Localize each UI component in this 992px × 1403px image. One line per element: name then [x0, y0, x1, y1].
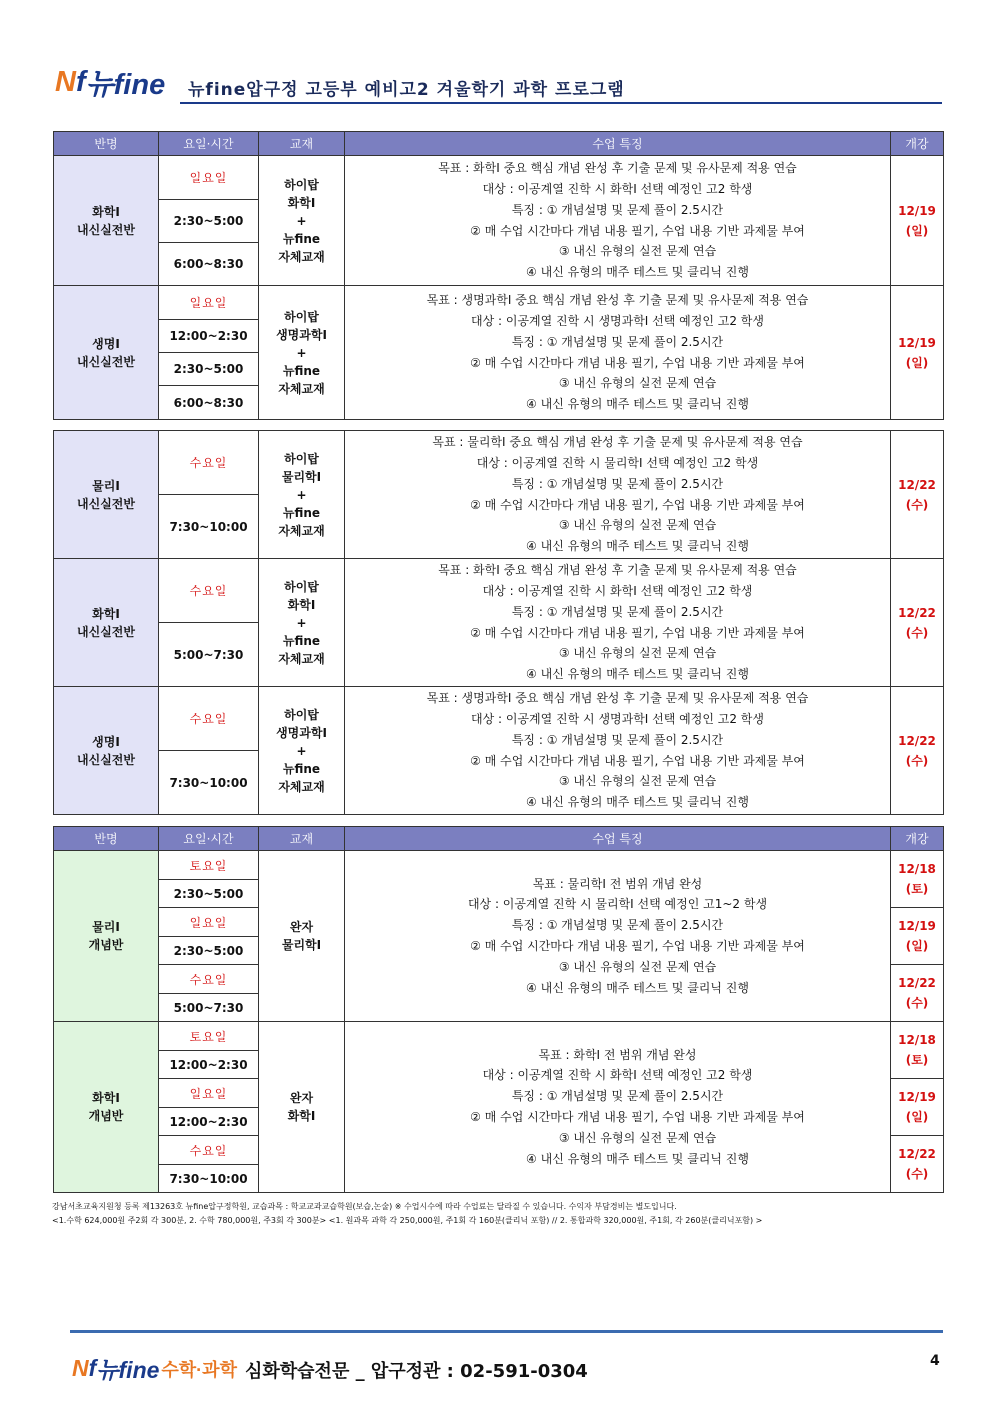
class-features: 목표 : 화학Ⅰ 중요 핵심 개념 완성 후 기출 문제 및 유사문제 적용 연습 대상 : 이공계열 진학 시 화학Ⅰ 선택 예정인 고2 학생 특징 : ① 개념설명 및 문제 풀이 2.5시간 ② 매 수업 시간마다 개념 내용 필기, 수업 내용 기반 과제물 부여 ③ 내신 유형의 실전 문제 연습 ④ 내신 유형의 매주 테스트 및 클리닉 진행: [345, 559, 891, 687]
logo-text: 뉴fine: [96, 1357, 160, 1383]
schedule-table-2: [53, 430, 944, 815]
schedule-table-1: [53, 131, 944, 420]
class-day: 수요일: [159, 431, 259, 495]
class-name: 물리Ⅰ 내신실전반: [54, 431, 159, 559]
textbook: 하이탑 화학Ⅰ + 뉴fine 자체교재: [259, 559, 345, 687]
logo-mark: Nf: [72, 1355, 97, 1381]
class-time: 2:30~5:00: [159, 880, 259, 908]
table-row: [54, 286, 944, 320]
class-day: 토요일: [159, 851, 259, 880]
table-row: [54, 559, 944, 623]
open-date: 12/19 (일): [891, 1079, 944, 1136]
open-date: 12/19 (일): [891, 908, 944, 965]
brand-logo: [55, 62, 165, 103]
col-time: 요일·시간: [159, 827, 259, 851]
col-features: 수업 특징: [345, 827, 891, 851]
class-features: 목표 : 화학Ⅰ 전 범위 개념 완성 대상 : 이공계열 진학 시 화학Ⅰ 선택 예정인 고2 학생 특징 : ① 개념설명 및 문제 풀이 2.5시간 ② 매 수업 시간마다 개념 내용 필기, 수업 내용 기반 과제물 부여 ③ 내신 유형의 실전 문제 연습 ④ 내신 유형의 매주 테스트 및 클리닉 진행: [345, 1022, 891, 1193]
col-book: 교재: [259, 827, 345, 851]
page-number: 4: [930, 1353, 940, 1369]
class-features: 목표 : 생명과학Ⅰ 중요 핵심 개념 완성 후 기출 문제 및 유사문제 적용 연습 대상 : 이공계열 진학 시 생명과학Ⅰ 선택 예정인 고2 학생 특징 : ① 개념설명 및 문제 풀이 2.5시간 ② 매 수업 시간마다 개념 내용 필기, 수업 내용 기반 과제물 부여 ③ 내신 유형의 실전 문제 연습 ④ 내신 유형의 매주 테스트 및 클리닉 진행: [345, 286, 891, 420]
footnote-line-2: <1.수학 624,000원 주2회 각 300분, 2. 수학 780,000원, 주3회 각 300분> <1. 원과목 과학 각 250,000원, 주1회 각 160분(클리닉 포함) // 2. 통합과학 320,000원, 주1회, 각 260분(클리닉포함) >: [52, 1216, 763, 1225]
class-day: 수요일: [159, 1136, 259, 1165]
class-name: 생명Ⅰ 내신실전반: [54, 286, 159, 420]
table-header-row: [54, 132, 944, 156]
footnote: [52, 1200, 762, 1228]
class-time: 5:00~7:30: [159, 623, 259, 687]
footer-tagline: 심화학습전문 _ 압구정관 : 02-591-0304: [245, 1361, 588, 1382]
class-day: 토요일: [159, 1022, 259, 1051]
textbook: 하이탑 화학Ⅰ + 뉴fine 자체교재: [259, 156, 345, 286]
col-class: 반명: [54, 827, 159, 851]
class-day: 일요일: [159, 1079, 259, 1108]
class-time: 7:30~10:00: [159, 1165, 259, 1193]
class-day: 일요일: [159, 908, 259, 937]
class-time: 6:00~8:30: [159, 386, 259, 420]
class-day: 수요일: [159, 687, 259, 751]
open-date: 12/19 (일): [891, 156, 944, 286]
class-day: 수요일: [159, 965, 259, 994]
class-name: 물리Ⅰ 개념반: [54, 851, 159, 1022]
col-book: 교재: [259, 132, 345, 156]
col-open: 개강: [891, 827, 944, 851]
textbook: 완자 화학Ⅰ: [259, 1022, 345, 1193]
textbook: 하이탑 생명과학Ⅰ + 뉴fine 자체교재: [259, 286, 345, 420]
table-row: [54, 1022, 944, 1051]
class-features: 목표 : 화학Ⅰ 중요 핵심 개념 완성 후 기출 문제 및 유사문제 적용 연습 대상 : 이공계열 진학 시 화학Ⅰ 선택 예정인 고2 학생 특징 : ① 개념설명 및 문제 풀이 2.5시간 ② 매 수업 시간마다 개념 내용 필기, 수업 내용 기반 과제물 부여 ③ 내신 유형의 실전 문제 연습 ④ 내신 유형의 매주 테스트 및 클리닉 진행: [345, 156, 891, 286]
class-features: 목표 : 물리학Ⅰ 전 범위 개념 완성 대상 : 이공계열 진학 시 물리학Ⅰ 선택 예정인 고1~2 학생 특징 : ① 개념설명 및 문제 풀이 2.5시간 ② 매 수업 시간마다 개념 내용 필기, 수업 내용 기반 과제물 부여 ③ 내신 유형의 실전 문제 연습 ④ 내신 유형의 매주 테스트 및 클리닉 진행: [345, 851, 891, 1022]
class-time: 2:30~5:00: [159, 353, 259, 386]
class-features: 목표 : 물리학Ⅰ 중요 핵심 개념 완성 후 기출 문제 및 유사문제 적용 연습 대상 : 이공계열 진학 시 물리학Ⅰ 선택 예정인 고2 학생 특징 : ① 개념설명 및 문제 풀이 2.5시간 ② 매 수업 시간마다 개념 내용 필기, 수업 내용 기반 과제물 부여 ③ 내신 유형의 실전 문제 연습 ④ 내신 유형의 매주 테스트 및 클리닉 진행: [345, 431, 891, 559]
footer-divider: [70, 1330, 943, 1333]
class-day: 일요일: [159, 156, 259, 200]
logo-mark: Nf: [55, 66, 86, 98]
class-day: 일요일: [159, 286, 259, 320]
logo-subtitle: 수학·과학: [161, 1359, 237, 1380]
col-class: 반명: [54, 132, 159, 156]
open-date: 12/18 (토): [891, 851, 944, 908]
class-name: 화학Ⅰ 개념반: [54, 1022, 159, 1193]
col-time: 요일·시간: [159, 132, 259, 156]
open-date: 12/22 (수): [891, 431, 944, 559]
table-row: [54, 156, 944, 200]
open-date: 12/22 (수): [891, 687, 944, 815]
class-time: 7:30~10:00: [159, 495, 259, 559]
page-title: 뉴fine압구정 고등부 예비고2 겨울학기 과학 프로그램: [188, 80, 625, 100]
class-features: 목표 : 생명과학Ⅰ 중요 핵심 개념 완성 후 기출 문제 및 유사문제 적용 연습 대상 : 이공계열 진학 시 생명과학Ⅰ 선택 예정인 고2 학생 특징 : ① 개념설명 및 문제 풀이 2.5시간 ② 매 수업 시간마다 개념 내용 필기, 수업 내용 기반 과제물 부여 ③ 내신 유형의 실전 문제 연습 ④ 내신 유형의 매주 테스트 및 클리닉 진행: [345, 687, 891, 815]
footnote-line-1: 강남서초교육지원청 등록 제13263호 뉴fine압구정학원, 교습과목 : 학교교과교습학원(보습,논술) ※ 수업시수에 따라 수업료는 달라질 수 있습니다. 수익자 부담경비는 별도입니다.: [52, 1202, 677, 1211]
table-header-row: [54, 827, 944, 851]
footer-logo: [72, 1352, 237, 1385]
col-features: 수업 특징: [345, 132, 891, 156]
textbook: 완자 물리학Ⅰ: [259, 851, 345, 1022]
class-time: 7:30~10:00: [159, 751, 259, 815]
class-time: 2:30~5:00: [159, 937, 259, 965]
class-name: 화학Ⅰ 내신실전반: [54, 559, 159, 687]
open-date: 12/18 (토): [891, 1022, 944, 1079]
class-time: 2:30~5:00: [159, 200, 259, 243]
class-time: 12:00~2:30: [159, 320, 259, 353]
class-time: 5:00~7:30: [159, 994, 259, 1022]
col-open: 개강: [891, 132, 944, 156]
open-date: 12/22 (수): [891, 1136, 944, 1193]
textbook: 하이탑 생명과학Ⅰ + 뉴fine 자체교재: [259, 687, 345, 815]
schedule-table-3: [53, 826, 944, 1193]
class-name: 화학Ⅰ 내신실전반: [54, 156, 159, 286]
class-name: 생명Ⅰ 내신실전반: [54, 687, 159, 815]
table-row: [54, 431, 944, 495]
open-date: 12/22 (수): [891, 559, 944, 687]
class-time: 12:00~2:30: [159, 1051, 259, 1079]
open-date: 12/22 (수): [891, 965, 944, 1022]
table-row: [54, 687, 944, 751]
class-day: 수요일: [159, 559, 259, 623]
textbook: 하이탑 물리학Ⅰ + 뉴fine 자체교재: [259, 431, 345, 559]
class-time: 6:00~8:30: [159, 243, 259, 286]
header-divider: [180, 102, 942, 104]
open-date: 12/19 (일): [891, 286, 944, 420]
table-row: [54, 851, 944, 880]
class-time: 12:00~2:30: [159, 1108, 259, 1136]
logo-text: 뉴fine: [85, 69, 166, 101]
